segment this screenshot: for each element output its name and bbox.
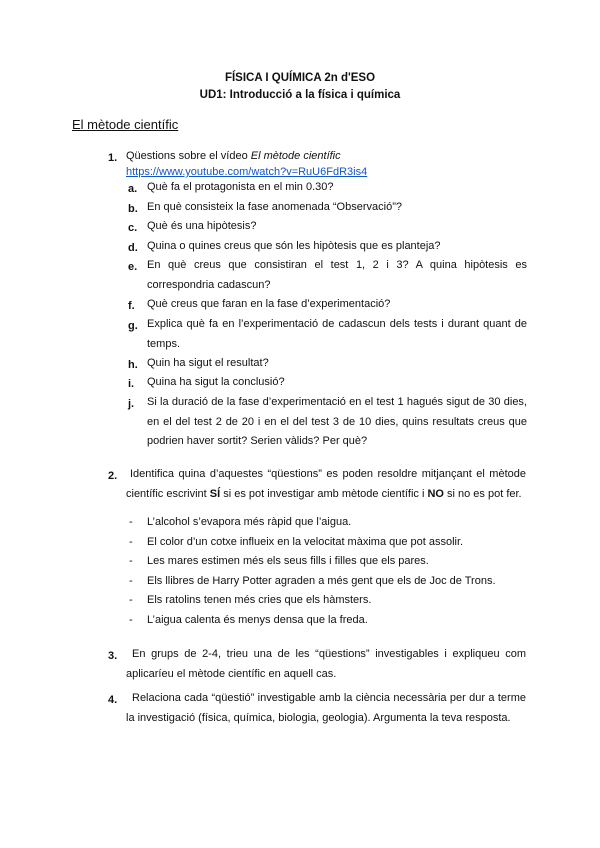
- bullet-item: Els llibres de Harry Potter agraden a més gent que els de Joc de Trons.: [147, 575, 496, 587]
- item-letter: g.: [128, 320, 138, 332]
- item-letter: e.: [128, 261, 138, 273]
- question-4-text: Relaciona cada “qüestió” investigable amb la ciència necessària per dur a terme la investigació (física, química, biologia, geologia). Argumenta la teva resposta.: [126, 692, 526, 724]
- question-3-number: 3.: [108, 650, 118, 662]
- item-letter: a.: [128, 183, 138, 195]
- question-1-number: 1.: [108, 152, 118, 164]
- item-letter: i.: [128, 378, 135, 390]
- question-2-text: [126, 465, 526, 504]
- item-letter: f.: [128, 300, 135, 312]
- question-4-number: 4.: [108, 694, 118, 706]
- item-text: Quina ha sigut la conclusió?: [147, 376, 285, 388]
- question-1-intro-text: Qüestions sobre el vídeo: [126, 150, 248, 162]
- bullet-marker: -: [129, 614, 133, 626]
- section-title: El mètode científic: [72, 117, 179, 132]
- bullet-item: El color d’un cotxe influeix en la velocitat màxima que pot assolir.: [147, 536, 464, 548]
- item-letter: j.: [128, 398, 135, 410]
- yes-keyword: SÍ: [209, 487, 221, 500]
- question-2-text-part1: Identifica quina d’aquestes “qüestions” es poden resoldre mitjançant el mètode científic escrivint: [126, 468, 526, 500]
- question-1-video-title: El mètode científic: [250, 150, 341, 162]
- document-subtitle: UD1: Introducció a la física i química: [199, 89, 401, 101]
- question-3-text: En grups de 2-4, trieu una de les “qüestions” investigables i expliqueu com aplicaríeu el mètode científic en aquell cas.: [126, 648, 526, 680]
- item-letter: h.: [128, 359, 138, 371]
- item-text: Què és una hipòtesis?: [147, 220, 257, 232]
- item-text: Explica què fa en l’experimentació de cadascun dels tests i durant quant de temps.: [147, 318, 527, 350]
- bullet-item: Les mares estimen més els seus fills i filles que els pares.: [147, 555, 429, 567]
- item-text: En què creus que consistiran el test 1, 2 i 3? A quina hipòtesis es correspondria cadascun?: [147, 259, 527, 291]
- bullet-marker: -: [129, 516, 133, 528]
- item-text: Què creus que faran en la fase d’experimentació?: [147, 298, 391, 310]
- bullet-marker: -: [129, 594, 133, 606]
- item-text: En què consisteix la fase anomenada “Observació”?: [147, 201, 402, 213]
- question-2-text-part3: si no es pot fer.: [447, 487, 522, 500]
- item-text: Què fa el protagonista en el min 0.30?: [147, 181, 334, 193]
- no-keyword: NO: [427, 487, 444, 500]
- item-text: Si la duració de la fase d’experimentació en el test 1 hagués sigut de 30 dies, en el del test 2 de 20 i en el del test 3 de 10 dies, quins resultats creus que podrien haver sortit? Serien vàlids? Per què?: [147, 396, 527, 447]
- bullet-marker: -: [129, 575, 133, 587]
- document-title: FÍSICA I QUÍMICA 2n d'ESO: [224, 72, 376, 84]
- bullet-item: L’aigua calenta és menys densa que la freda.: [147, 614, 368, 626]
- item-text: Quin ha sigut el resultat?: [147, 357, 269, 369]
- item-letter: b.: [128, 203, 138, 215]
- question-2-number: 2.: [108, 470, 118, 482]
- item-text: Quina o quines creus que són les hipòtesis que es planteja?: [147, 240, 441, 252]
- bullet-marker: -: [129, 555, 133, 567]
- question-2-text-part2: si es pot investigar amb mètode científic i: [223, 487, 425, 500]
- bullet-item: Els ratolins tenen més cries que els hàmsters.: [147, 594, 372, 606]
- bullet-marker: -: [129, 536, 133, 548]
- item-letter: d.: [128, 242, 138, 254]
- bullet-item: L’alcohol s’evapora més ràpid que l’aigua.: [147, 516, 352, 528]
- video-link[interactable]: https://www.youtube.com/watch?v=RuU6FdR3is4: [126, 166, 368, 178]
- item-letter: c.: [128, 222, 138, 234]
